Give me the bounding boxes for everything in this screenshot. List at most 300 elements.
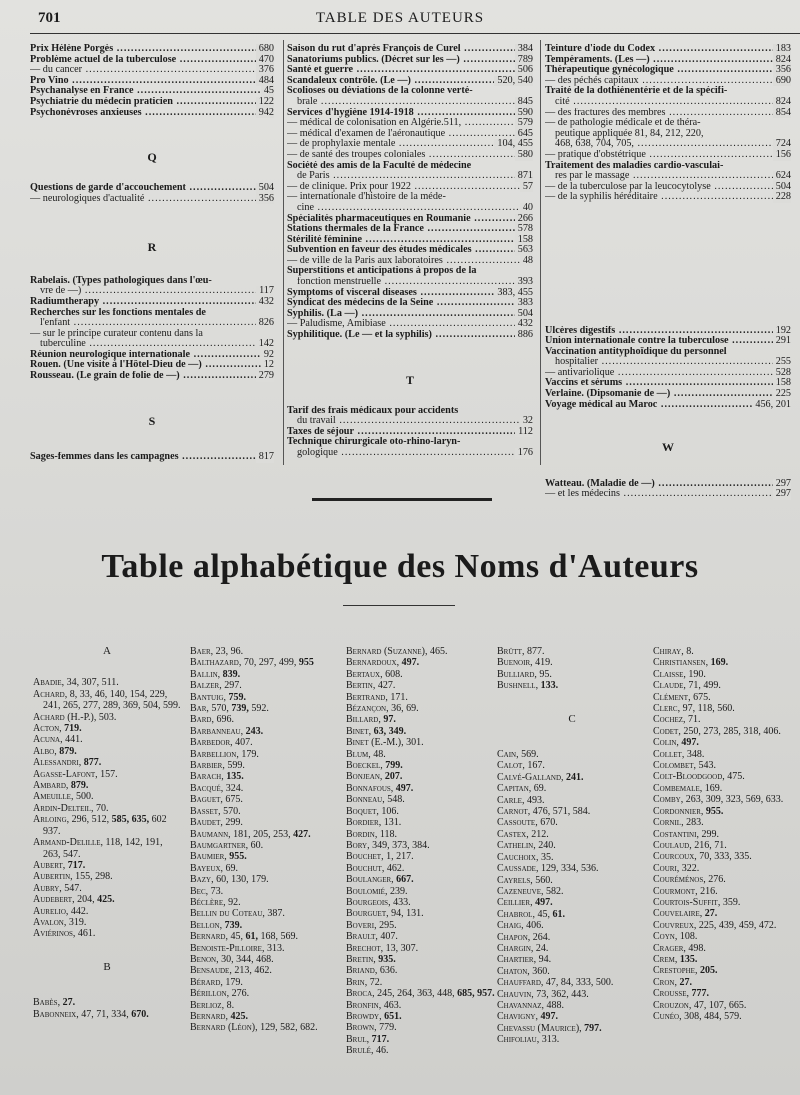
author-name: Blum <box>346 748 369 760</box>
author-entry <box>33 734 181 745</box>
author-entry <box>190 669 340 680</box>
author-entry <box>33 837 181 860</box>
index-entry <box>287 427 533 438</box>
author-pages: , 73. <box>205 885 224 897</box>
author-name: Armand-Delille <box>33 837 101 849</box>
author-entry <box>497 909 647 920</box>
author-pages: , 696. <box>211 714 234 726</box>
author-entry <box>346 669 496 680</box>
entry-page: 504 <box>256 183 274 194</box>
author-pages: , 8. <box>681 646 694 657</box>
authors-column-5 <box>653 646 795 1022</box>
entry-text: — internationale d'histoire de la méde- <box>287 192 446 203</box>
author-entry <box>653 874 795 885</box>
author-pages: , 106. <box>376 805 399 817</box>
author-entry <box>497 943 647 954</box>
author-pages: , <box>240 725 246 737</box>
author-pages: , 97, 118, 560. <box>677 703 735 715</box>
entry-page: 297 <box>773 479 791 490</box>
author-entry <box>497 795 647 806</box>
author-pages-bold: 839. <box>222 668 241 680</box>
authors-column-3 <box>346 646 496 1057</box>
author-name: Brown <box>346 1022 375 1034</box>
index-entry <box>287 437 533 448</box>
author-name: Agasse-Lafont <box>33 768 96 780</box>
author-entry <box>190 965 340 976</box>
index-entry <box>30 297 274 308</box>
author-pages: , 204, <box>72 894 98 906</box>
author-entry <box>33 917 181 928</box>
author-pages-bold: 651. <box>384 1011 402 1022</box>
index-entry <box>30 183 274 194</box>
index-entry <box>287 416 533 427</box>
author-name: Achard (H.-P.) <box>33 711 94 723</box>
index-entry <box>287 97 533 108</box>
author-pages: , 675. <box>220 794 243 806</box>
author-pages: , <box>530 897 536 909</box>
author-name: Cron <box>653 976 675 988</box>
author-name: Courcoux <box>653 851 695 863</box>
author-entry <box>346 965 496 976</box>
column-divider <box>540 40 541 465</box>
author-pages: , 498. <box>683 942 706 954</box>
index-entry <box>287 65 533 76</box>
index-letter: T <box>405 372 414 387</box>
entry-page: 279 <box>256 371 274 382</box>
author-entry <box>497 989 647 1000</box>
author-name: Bec <box>190 885 206 897</box>
author-name: Brulé <box>346 1045 371 1057</box>
author-entry <box>653 977 795 988</box>
author-pages-bold: 717. <box>371 1033 390 1045</box>
entry-text: Technique chirurgicale oto-rhino-laryn- <box>287 437 461 448</box>
author-pages-bold: 133. <box>540 680 559 692</box>
author-name: Abadie <box>33 677 62 689</box>
author-name: Arloing <box>33 814 67 826</box>
author-entry <box>497 680 647 691</box>
entry-page: 680 <box>256 44 274 55</box>
author-pages-bold: 63, 349. <box>373 725 407 737</box>
entry-page: 45 <box>261 86 274 97</box>
entry-text: — de clinique. Prix pour 1922 ..... <box>287 182 533 192</box>
author-pages: , 560. <box>530 874 553 886</box>
author-entry <box>346 943 496 954</box>
entry-text: Radiumtherapy ..... <box>30 297 274 307</box>
author-entry <box>190 931 340 942</box>
author-name: Acton <box>33 723 60 735</box>
section-title: Table alphabétique des Noms d'Auteurs <box>101 548 699 585</box>
author-entry <box>190 908 340 919</box>
subject-column-3 <box>545 44 791 500</box>
index-entry <box>287 108 533 119</box>
index-entry <box>30 76 274 87</box>
entry-text: Ulcères digestifs ..... <box>545 326 791 336</box>
index-entry <box>545 357 791 368</box>
entry-text: — et les médecins ..... <box>545 489 791 499</box>
entry-page: 192 <box>773 326 791 337</box>
author-pages: , 60, 130, 179. <box>211 874 269 886</box>
entry-text: Recherches sur les fonctions mentales de <box>30 307 206 318</box>
entry-text: Tarif des frais médicaux pour accidents <box>287 405 459 416</box>
author-name: Collet <box>653 748 682 760</box>
index-entry <box>287 55 533 66</box>
entry-page: 645 <box>515 129 533 140</box>
index-entry <box>287 235 533 246</box>
author-name: Bayeux <box>190 862 221 874</box>
author-pages-bold: 799. <box>385 760 403 772</box>
author-name: Ardin-Delteil <box>33 802 91 814</box>
author-pages: , <box>225 1011 231 1022</box>
author-entry <box>497 829 647 840</box>
author-entry <box>346 760 496 771</box>
author-pages: , 23, 96. <box>210 646 244 657</box>
author-entry <box>33 814 181 837</box>
author-entry <box>653 783 795 794</box>
entry-text: Stérilité féminine ..... <box>287 235 533 245</box>
author-name: Chifoliau <box>497 1034 537 1046</box>
author-name: Bretin <box>346 953 374 965</box>
entry-text: Spécialités pharmaceutiques en Roumanie ..... <box>287 214 533 224</box>
author-name: Crousse <box>653 988 687 1000</box>
author-name: Bernardoux <box>346 657 397 669</box>
author-entry <box>190 817 340 828</box>
author-pages: , 118, 142, 191, 263, 547. <box>43 837 163 860</box>
author-pages: , 190. <box>683 668 706 680</box>
author-entry <box>33 997 181 1008</box>
author-name: Colin <box>653 737 677 749</box>
index-entry <box>30 286 274 297</box>
entry-page: 504 <box>515 309 533 320</box>
author-name: Capitan <box>497 783 529 795</box>
author-entry <box>497 646 647 657</box>
author-pages: , 441. <box>60 734 83 746</box>
author-entry <box>653 669 795 680</box>
author-entry <box>33 906 181 917</box>
entry-page: 12 <box>261 360 274 371</box>
entry-page: 291 <box>773 336 791 347</box>
author-pages-bold: 955. <box>229 851 247 863</box>
author-pages: , 308, 484, 579. <box>679 1011 742 1022</box>
author-entry <box>497 772 647 783</box>
index-entry <box>30 44 274 55</box>
author-entry <box>497 966 647 977</box>
author-entry <box>497 1000 647 1011</box>
author-name: Buenoir <box>497 657 531 669</box>
index-entry <box>287 171 533 182</box>
index-entry <box>545 368 791 379</box>
author-name: Coyn <box>653 931 675 943</box>
entry-text: Pro Vino ..... <box>30 76 274 86</box>
author-name: Carnot <box>497 806 528 818</box>
author-name: Chabrol <box>497 908 533 920</box>
author-entry <box>653 1000 795 1011</box>
author-pages-bold: 427. <box>293 828 311 840</box>
author-pages: , <box>676 737 682 749</box>
author-entry <box>190 897 340 908</box>
entry-text: Traitement des maladies cardio-vasculai- <box>545 160 724 171</box>
author-pages: , 582. <box>541 885 564 897</box>
author-pages: , 94. <box>533 954 552 966</box>
author-entry <box>33 723 181 734</box>
author-pages: , 670. <box>535 817 558 829</box>
author-entry <box>190 657 340 668</box>
entry-page: 484 <box>256 76 274 87</box>
index-entry <box>545 65 791 76</box>
author-name: Bertin <box>346 680 373 692</box>
author-name: Carle <box>497 794 522 806</box>
author-entry <box>190 1022 340 1033</box>
entry-page: 826 <box>256 318 274 329</box>
index-entry <box>287 118 533 129</box>
author-pages: , 239. <box>384 885 408 897</box>
author-entry <box>346 680 496 691</box>
author-pages: , 71. <box>683 714 701 726</box>
entry-page: 92 <box>261 350 274 361</box>
author-entry <box>346 1034 496 1045</box>
index-entry <box>287 309 533 320</box>
subject-column-1 <box>30 44 274 463</box>
entry-page: 104, 455 <box>494 139 533 150</box>
entry-page: 183 <box>773 44 791 55</box>
entry-page: 32 <box>520 416 533 427</box>
author-pages: , 108. <box>674 931 698 943</box>
author-pages: , 636. <box>374 965 398 977</box>
entry-text: Symptoms of visceral diseases ..... <box>287 288 533 298</box>
author-entry <box>497 840 647 851</box>
entry-text: Santé et guerre ..... <box>287 65 533 75</box>
index-entry <box>287 182 533 193</box>
author-pages: , 129, 582, 682. <box>255 1022 318 1034</box>
index-entry <box>30 452 274 463</box>
entry-text: Psychanalyse en France ..... <box>30 86 274 96</box>
author-name: Bulliard <box>497 668 535 680</box>
author-pages: , 1, 217. <box>381 851 414 863</box>
index-entry <box>545 44 791 55</box>
author-pages: , 48. <box>368 748 386 760</box>
index-letter: W <box>662 440 674 455</box>
author-pages: , <box>390 782 396 794</box>
author-name: Cayrels <box>497 874 531 886</box>
author-name: Claisse <box>653 668 684 680</box>
author-pages: , <box>54 745 60 757</box>
author-pages-bold: 719. <box>64 723 82 735</box>
index-entry <box>287 298 533 309</box>
author-pages: 168, 569. <box>257 931 298 943</box>
author-name: Couvreux <box>653 919 694 931</box>
author-entry <box>346 863 496 874</box>
author-entry <box>33 769 181 780</box>
author-pages: , 599. <box>222 760 245 772</box>
index-entry <box>30 97 274 108</box>
author-name: Chauvin <box>497 988 532 1000</box>
index-entry <box>287 161 533 172</box>
author-pages-bold: 877. <box>83 757 102 769</box>
index-entry <box>30 194 274 205</box>
entry-text: — de la syphilis héréditaire ..... <box>545 192 791 202</box>
author-pages: , 8, 33, 46, 140, 154, 229, 241, 265, 277, 289, 369, 504, 599. <box>43 688 181 712</box>
author-name: Codet <box>653 725 679 737</box>
entry-text: hospitalier ..... <box>555 357 791 367</box>
author-pages-bold: 497. <box>401 657 420 669</box>
author-name: Coulaud <box>653 839 690 851</box>
author-entry <box>653 817 795 828</box>
author-name: Benoiste-Pilloire <box>190 942 262 954</box>
author-name: Bordier <box>346 817 379 829</box>
author-name: Courmont <box>653 885 696 897</box>
index-entry <box>545 378 791 389</box>
author-pages: , 216, 71. <box>689 839 727 851</box>
authors-column-4 <box>497 646 647 1046</box>
author-pages-bold: 27. <box>62 997 76 1009</box>
index-entry <box>287 406 533 417</box>
author-pages: , 179. <box>220 976 243 988</box>
entry-page: 579 <box>515 118 533 129</box>
author-entry <box>190 851 340 862</box>
entry-page: 886 <box>515 330 533 341</box>
entry-page: 520, 540 <box>494 76 533 87</box>
author-name: Ameuille <box>33 791 71 803</box>
author-pages-bold: 241. <box>566 771 584 783</box>
entry-page: 506 <box>515 65 533 76</box>
author-name: Aubert <box>33 859 63 871</box>
entry-page: 578 <box>515 224 533 235</box>
author-name: Bérard <box>190 976 221 988</box>
author-entry <box>346 657 496 668</box>
author-entry <box>497 749 647 760</box>
author-pages: , 216. <box>695 885 718 897</box>
author-name: Cathelin <box>497 840 534 852</box>
author-name: Colombet <box>653 760 694 772</box>
author-pages: , 488. <box>541 999 565 1011</box>
author-entry <box>653 806 795 817</box>
entry-text: — de prophylaxie mentale ..... <box>287 139 533 149</box>
author-pages: , 181, 205, 253, <box>228 828 294 840</box>
entry-page: 142 <box>256 339 274 350</box>
author-name: Chauffard <box>497 977 541 989</box>
author-name: Chavannaz <box>497 999 542 1011</box>
author-entry <box>346 749 496 760</box>
author-entry <box>653 863 795 874</box>
author-entry <box>497 806 647 817</box>
author-entry <box>346 1011 496 1022</box>
author-name: Chavigny <box>497 1011 536 1023</box>
author-pages-bold: 955 <box>298 657 314 669</box>
author-name: Baudet <box>190 817 221 829</box>
author-pages: , 503. <box>93 711 117 723</box>
author-pages: , 36, 69. <box>386 703 419 715</box>
author-name: Aubry <box>33 882 60 894</box>
entry-page: 817 <box>256 452 274 463</box>
author-pages: , 34, 307, 511. <box>61 677 119 689</box>
author-entry <box>346 874 496 885</box>
entry-text: Stations thermales de la France ..... <box>287 224 533 234</box>
author-pages: , 276. <box>703 874 726 886</box>
entry-page: 297 <box>773 489 791 500</box>
author-pages: , <box>700 805 706 817</box>
author-entry <box>346 703 496 714</box>
author-pages: , <box>217 668 223 680</box>
author-entry <box>653 886 795 897</box>
entry-text: Watteau. (Maladie de —) ..... <box>545 479 791 489</box>
index-entry <box>287 288 533 299</box>
index-entry <box>287 139 533 150</box>
author-entry <box>497 886 647 897</box>
author-name: Crager <box>653 942 684 954</box>
index-letter: R <box>147 240 157 255</box>
author-name: Crem <box>653 953 675 965</box>
entry-page: 432 <box>256 297 274 308</box>
author-name: Bourguet <box>346 908 387 920</box>
title-underline <box>343 605 455 606</box>
author-name: Couri <box>653 862 677 874</box>
author-name: Brault <box>346 931 376 943</box>
author-pages: , 407. <box>230 737 253 749</box>
author-name: Bernard <box>190 931 226 943</box>
author-entry <box>653 726 795 737</box>
author-pages: , 46. <box>370 1045 389 1057</box>
author-name: Benon <box>190 953 217 965</box>
entry-text: Vaccination antityphoïdique du personnel <box>545 346 727 357</box>
author-name: Berlioz <box>190 999 222 1011</box>
author-pages: , 45, <box>225 931 246 943</box>
author-entry <box>33 689 181 712</box>
author-pages: , 543. <box>693 760 717 772</box>
author-pages: , <box>379 771 385 783</box>
author-name: Crestophe <box>653 965 695 977</box>
author-pages: , 69. <box>220 862 239 874</box>
author-name: Bernard <box>190 1011 226 1022</box>
author-entry <box>653 692 795 703</box>
author-pages: , 118. <box>374 828 397 840</box>
author-pages: , 69. <box>528 783 547 795</box>
entry-text: Teinture d'iode du Codex ..... <box>545 44 791 54</box>
author-entry <box>346 794 496 805</box>
entry-text: l'enfant ..... <box>40 318 274 328</box>
author-pages: , <box>391 874 397 886</box>
author-pages-bold: 879. <box>70 780 89 792</box>
entry-page: 690 <box>773 76 791 87</box>
entry-text: — médical d'examen de l'aéronautique ..... <box>287 129 533 139</box>
page-number: 701 <box>38 10 61 26</box>
author-name: Clément <box>653 691 689 703</box>
index-entry <box>30 86 274 97</box>
author-pages: , 297. <box>219 680 242 692</box>
author-entry <box>653 794 795 805</box>
author-pages: , 264. <box>527 931 551 943</box>
index-entry <box>287 256 533 267</box>
author-pages: , 13, 307. <box>380 942 419 954</box>
author-pages: 592. <box>248 703 269 715</box>
author-name: Baumier <box>190 851 225 863</box>
author-pages: , 433. <box>388 896 411 908</box>
entry-text: du travail ..... <box>297 416 533 426</box>
author-name: Babès <box>33 997 58 1009</box>
index-entry <box>545 150 791 161</box>
author-name: Barbanneau <box>190 725 241 737</box>
entry-page: 942 <box>256 108 274 119</box>
entry-page: 158 <box>773 378 791 389</box>
entry-text: Traité de la dothiénentérie et de la spécifi- <box>545 86 728 97</box>
author-name: Chevassu (Maurice) <box>497 1022 580 1034</box>
author-pages: , 465. <box>424 646 448 657</box>
author-entry <box>190 806 340 817</box>
entry-page: 854 <box>773 108 791 119</box>
entry-page: 504 <box>773 182 791 193</box>
author-pages: , <box>379 1011 385 1022</box>
author-pages: , <box>219 919 225 931</box>
author-pages: , 299. <box>696 828 719 840</box>
author-pages-bold: 777. <box>691 988 710 1000</box>
